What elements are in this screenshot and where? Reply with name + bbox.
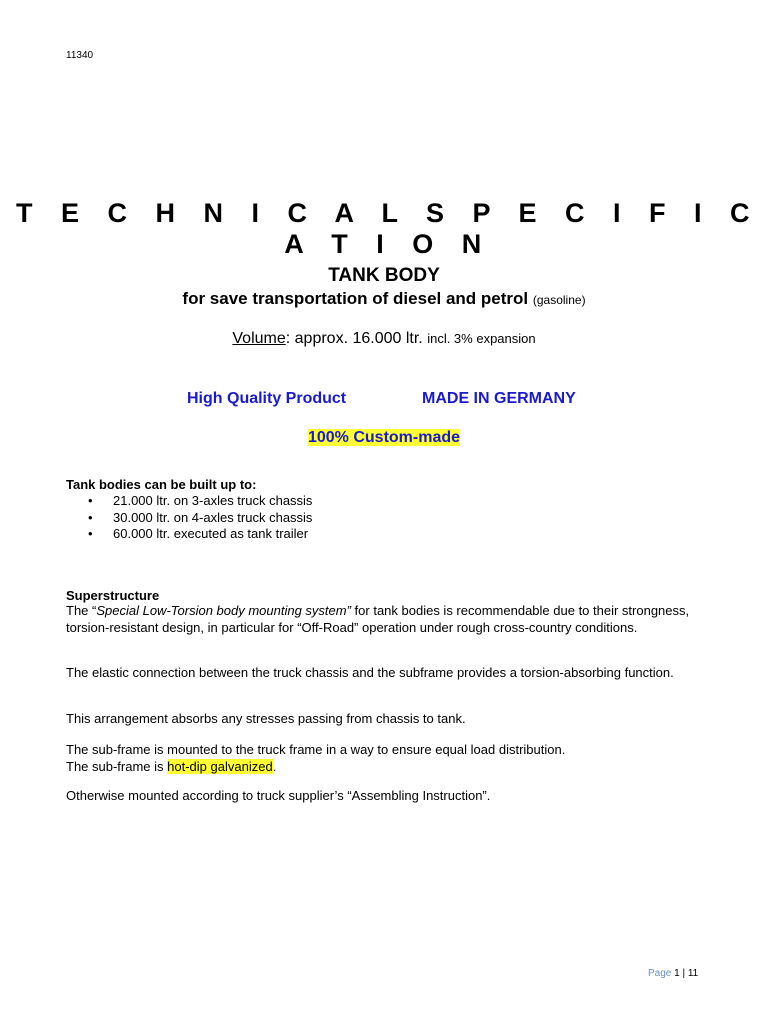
superstructure-paragraph-4 bbox=[66, 742, 716, 775]
subtitle-main: TANK BODY bbox=[328, 265, 440, 286]
p4-line-2 bbox=[66, 759, 716, 776]
p4-line-1: The sub-frame is mounted to the truck frame in a way to ensure equal load distribution. bbox=[66, 742, 566, 757]
bullet-icon: • bbox=[88, 493, 93, 508]
p4-highlight: hot-dip galvanized bbox=[167, 758, 273, 774]
page-title: T E C H N I C A L S P E C I F I C A T I O N bbox=[15, 198, 761, 259]
list-item-text: 60.000 ltr. executed as tank trailer bbox=[113, 526, 309, 541]
list-item-text: 30.000 ltr. on 4-axles truck chassis bbox=[113, 509, 313, 525]
bullet-icon: • bbox=[88, 509, 93, 525]
subtitle-paren: (gasoline) bbox=[532, 293, 586, 307]
volume-note: incl. 3% expansion bbox=[427, 331, 536, 346]
p1-pre: The “ bbox=[66, 603, 97, 618]
superstructure-paragraph-5: Otherwise mounted according to truck supplier’s “Assembling Instruction”. bbox=[66, 788, 491, 803]
list-item bbox=[66, 510, 312, 527]
list-item-text: 21.000 ltr. on 3-axles truck chassis bbox=[113, 493, 313, 508]
p1-italic: Special Low-Torsion body mounting system” bbox=[96, 603, 351, 618]
subtitle-line bbox=[0, 289, 768, 309]
list-item bbox=[66, 526, 312, 543]
bullet-icon: • bbox=[88, 526, 93, 541]
superstructure-paragraph-3: This arrangement absorbs any stresses passing from chassis to tank. bbox=[66, 711, 466, 726]
page-current: 1 bbox=[674, 968, 680, 979]
custom-made-banner bbox=[0, 429, 768, 447]
page-separator: | bbox=[679, 968, 688, 979]
page-total: 11 bbox=[687, 968, 699, 979]
document-number: 11340 bbox=[66, 50, 94, 61]
p4-line-2-pre: The sub-frame is bbox=[66, 758, 168, 774]
built-list bbox=[66, 493, 312, 543]
subtitle-text: for save transportation of diesel and petrol bbox=[182, 289, 529, 308]
superstructure-paragraph-2: The elastic connection between the truck chassis and the subframe provides a torsion-absorbing function. bbox=[66, 665, 674, 680]
page-footer bbox=[648, 968, 698, 979]
tagline-made-in: MADE IN GERMANY bbox=[422, 390, 576, 407]
superstructure-heading: Superstructure bbox=[66, 588, 160, 603]
superstructure-paragraph-1 bbox=[66, 603, 716, 636]
page-label: Page bbox=[648, 968, 675, 979]
p1-post: for tank bodies is recommendable due to their strongness, torsion-resistant design, in particular for “Off-Road” operation under rough cross-country conditions. bbox=[66, 603, 690, 635]
volume-line bbox=[0, 330, 768, 348]
volume-label: Volume bbox=[232, 330, 286, 347]
tagline-quality: High Quality Product bbox=[187, 390, 347, 407]
built-heading: Tank bodies can be built up to: bbox=[66, 477, 257, 492]
volume-value: : approx. 16.000 ltr. bbox=[285, 330, 423, 347]
p4-line-2-post: . bbox=[272, 758, 277, 774]
custom-made-text: 100% Custom-made bbox=[307, 429, 461, 446]
list-item bbox=[66, 493, 312, 510]
